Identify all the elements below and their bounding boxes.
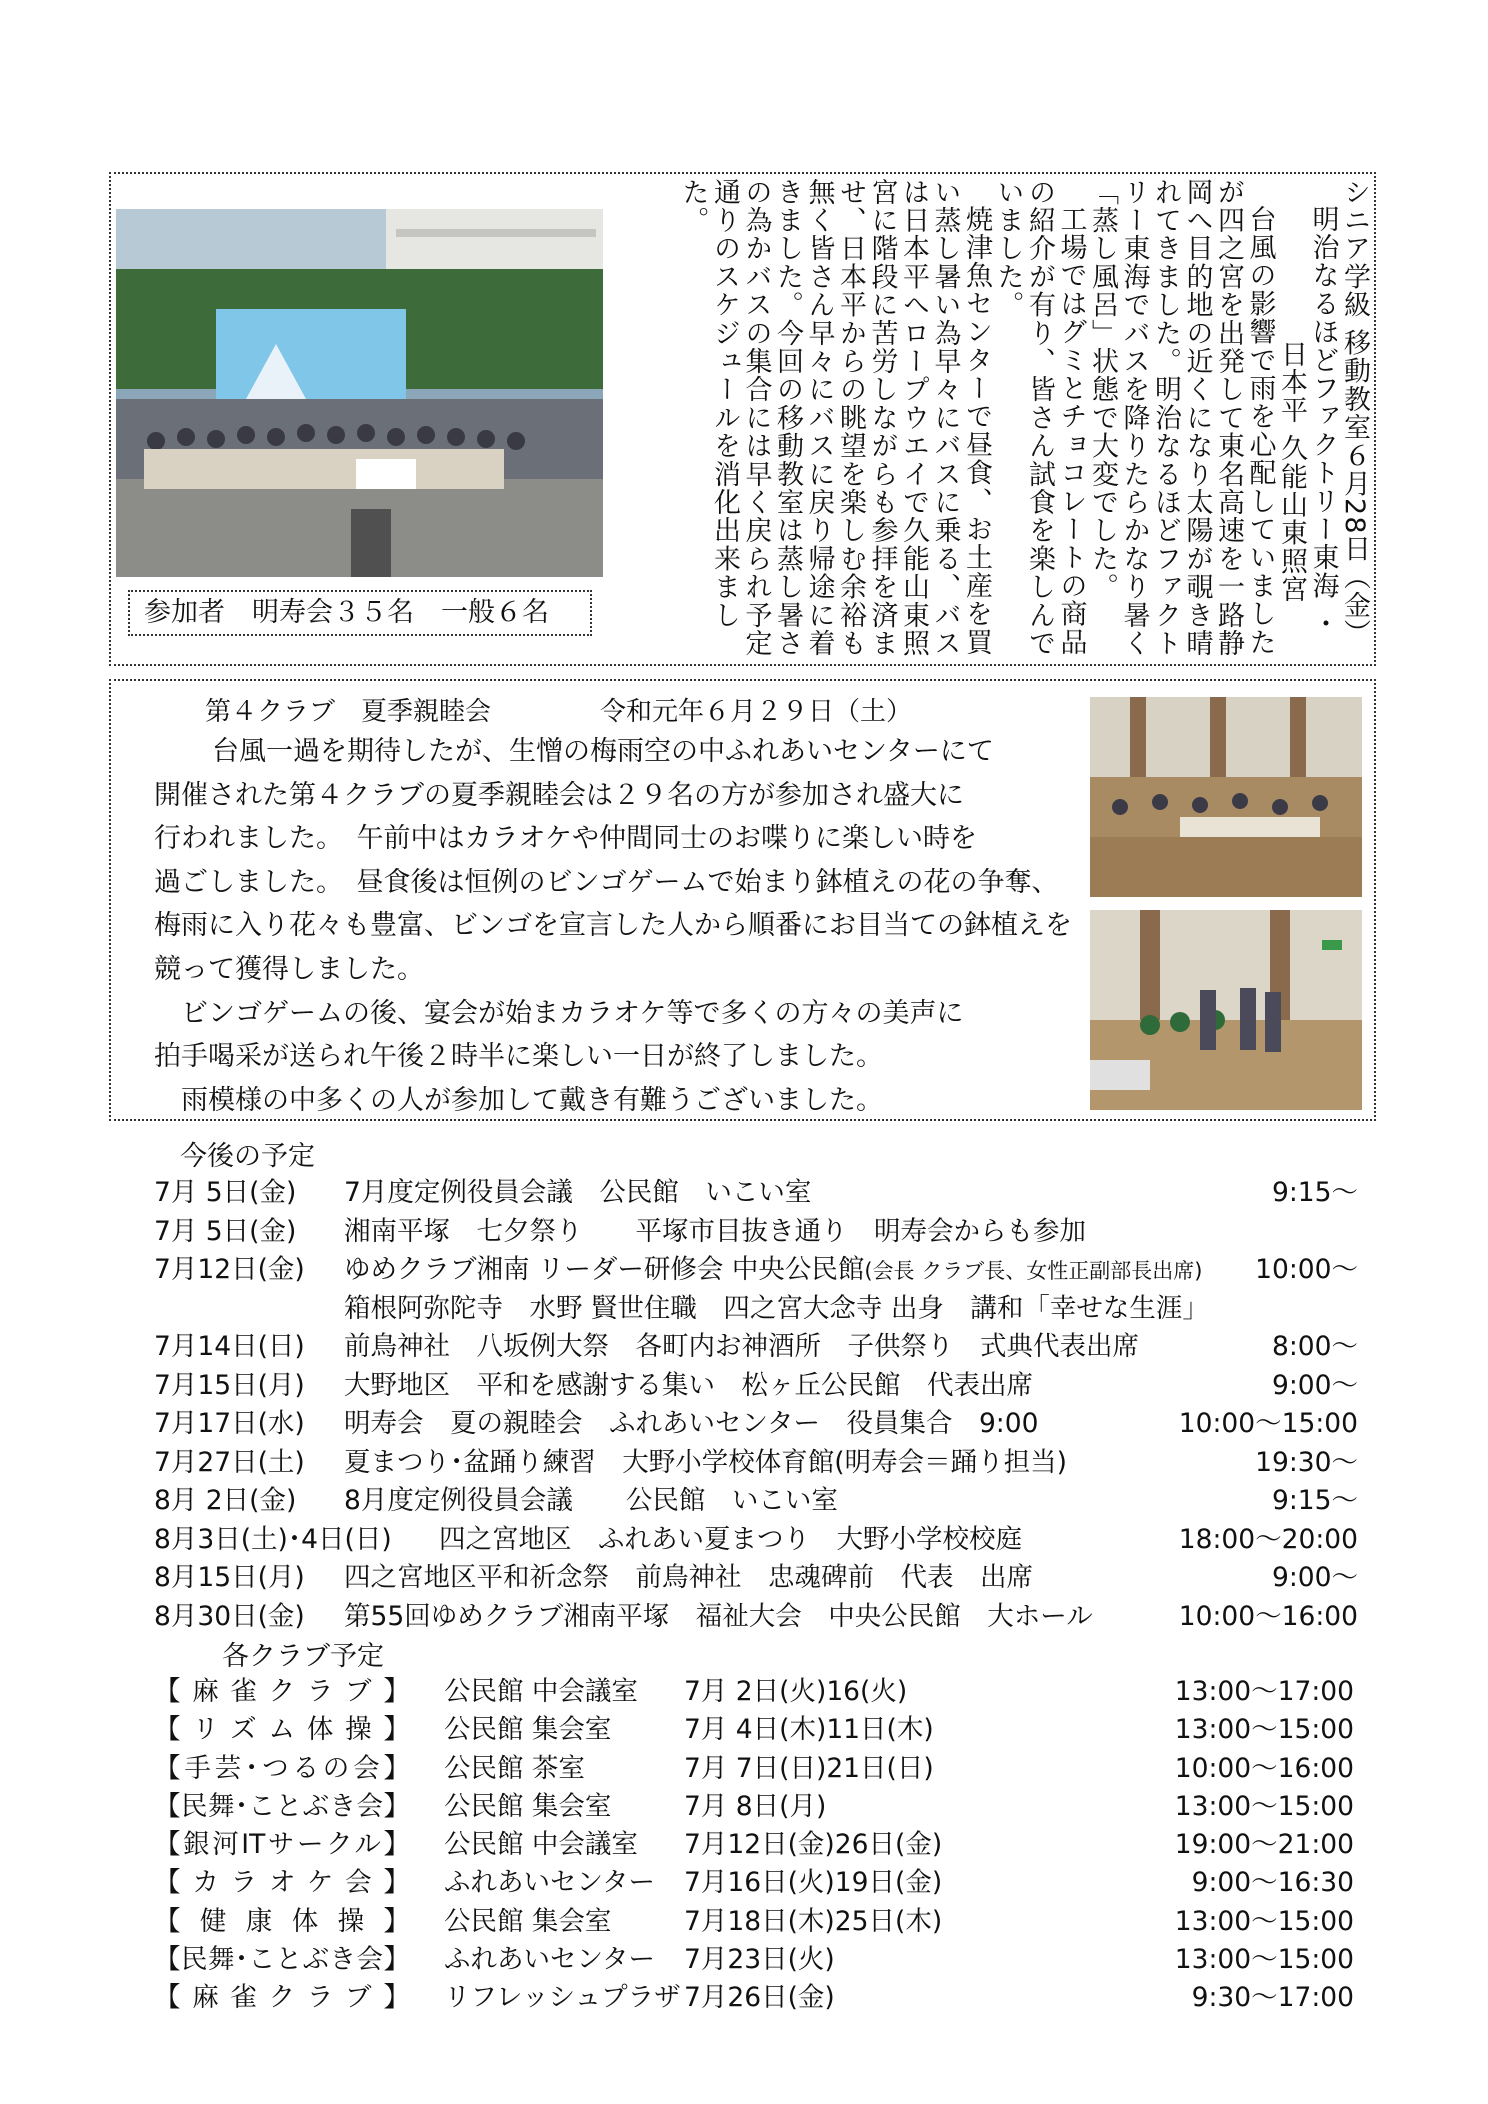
club-name: 【リズム体操】 bbox=[154, 1714, 410, 1746]
schedule-date: 8月15日(月) bbox=[154, 1562, 305, 1593]
club4-line: 雨模様の中多くの人が参加して戴き有難うございました。 bbox=[154, 1084, 883, 1116]
club-row bbox=[154, 1941, 1354, 1979]
party-photo-2 bbox=[1090, 910, 1362, 1110]
schedule-date: 8月 2日(金) bbox=[154, 1485, 297, 1516]
club-time: 9:00～16:30 bbox=[1191, 1867, 1354, 1899]
club-date: 7月 2日(火)16(火) bbox=[684, 1676, 908, 1707]
clubs-title: 各クラブ予定 bbox=[222, 1641, 384, 1672]
club-place: 公民館 集会室 bbox=[444, 1714, 612, 1746]
club4-line: 台風一過を期待したが、生憎の梅雨空の中ふれあいセンターにて bbox=[212, 736, 994, 767]
schedule-event-main: ゆめクラブ湘南 リーダー研修会 中央公民館 bbox=[344, 1254, 865, 1285]
club-date: 7月26日(金) bbox=[684, 1982, 835, 2014]
club-time: 9:30～17:00 bbox=[1191, 1982, 1354, 2014]
participants-caption: 参加者 明寿会３５名 一般６名 bbox=[128, 590, 592, 636]
article-subtitle: 明治なるほどファクトリー東海 ・ bbox=[1307, 205, 1339, 638]
schedule-row bbox=[154, 1251, 1358, 1290]
club-date: 7月12日(金)26日(金) bbox=[684, 1829, 943, 1861]
club-time: 13:00～15:00 bbox=[1174, 1944, 1354, 1976]
club-date: 7月23日(火) bbox=[684, 1944, 835, 1976]
schedule-row bbox=[154, 1290, 1354, 1329]
club4-title: 第４クラブ 夏季親睦会 bbox=[205, 697, 492, 727]
schedule-row bbox=[154, 1598, 1358, 1637]
schedule-time: 18:00～20:00 bbox=[1178, 1523, 1358, 1555]
schedule-time: 9:00～ bbox=[1271, 1369, 1358, 1401]
schedule-list bbox=[154, 1174, 1358, 1636]
schedule-event: 夏まつり･盆踊り練習 大野小学校体育館(明寿会＝踊り担当) bbox=[344, 1446, 1067, 1478]
club-name: 【民舞･ことぶき会】 bbox=[154, 1944, 410, 1976]
club-place: 公民館 中会議室 bbox=[444, 1829, 638, 1861]
schedule-time: 9:00～ bbox=[1271, 1562, 1358, 1593]
schedule-row bbox=[154, 1367, 1358, 1406]
schedule-row bbox=[154, 1444, 1358, 1483]
schedule-date: 8月30日(金) bbox=[154, 1600, 305, 1632]
schedule-row bbox=[154, 1213, 1354, 1252]
club-time: 13:00～15:00 bbox=[1174, 1714, 1354, 1746]
club4-line: 梅雨に入り花々も豊富、ビンゴを宣言した人から順番にお目当ての鉢植えを bbox=[154, 910, 1072, 942]
schedule-row bbox=[154, 1559, 1358, 1598]
club4-line: 行われました。 午前中はカラオケや仲間同士のお喋りに楽しい時を bbox=[154, 823, 977, 855]
schedule-date: 7月15日(月) bbox=[154, 1369, 305, 1401]
schedule-date: 7月 5日(金) bbox=[154, 1177, 297, 1208]
club-place: 公民館 中会議室 bbox=[444, 1676, 638, 1707]
schedule-date: 7月17日(水) bbox=[154, 1408, 305, 1439]
club-row bbox=[154, 1979, 1354, 2017]
club-date: 7月 7日(日)21日(日) bbox=[684, 1752, 934, 1784]
club-name: 【手芸･つるの会】 bbox=[154, 1752, 410, 1784]
senior-class-article bbox=[600, 178, 1370, 660]
club-name: 【銀河ITサークル】 bbox=[154, 1829, 410, 1861]
schedule-event: 大野地区 平和を感謝する集い 松ヶ丘公民館 代表出席 bbox=[344, 1369, 1033, 1401]
article-paragraph: 焼津魚センターで昼食、お土産を買い蒸し暑い為早々にバスに乗る、バスは日本平へロープウエイで久能山東照宮に階段に苦労しながらも参拝を済ませ、日本平からの眺望を楽しむ余裕も無く皆さん早々にバスに戻り帰途に着きました。今回の移動教室は蒸し暑さの為かバスの集合には早く戻られ予定通りのスケジュールを消化出来ました。 bbox=[677, 178, 992, 658]
club-place: ふれあいセンター bbox=[444, 1944, 655, 1976]
schedule-title: 今後の予定 bbox=[180, 1141, 315, 1172]
club4-header bbox=[205, 691, 913, 728]
club-date: 7月18日(木)25日(木) bbox=[684, 1905, 943, 1937]
schedule-time: 10:00～16:00 bbox=[1178, 1600, 1358, 1632]
club-place: リフレッシュプラザ bbox=[444, 1982, 681, 2014]
schedule-event: 明寿会 夏の親睦会 ふれあいセンター 役員集合 9:00 bbox=[344, 1408, 1039, 1439]
club-time: 19:00～21:00 bbox=[1174, 1829, 1354, 1861]
club-name: 【カラオケ会】 bbox=[154, 1867, 410, 1899]
club-place: 公民館 茶室 bbox=[444, 1752, 585, 1784]
club-date: 7月 8日(月) bbox=[684, 1790, 827, 1822]
group-photo bbox=[116, 209, 603, 577]
schedule-date: 7月 5日(金) bbox=[154, 1215, 297, 1247]
article-title: シニア学級 移動教室６月28日（金） bbox=[1339, 178, 1370, 648]
party-photo-1 bbox=[1090, 697, 1362, 897]
club-row bbox=[154, 1750, 1354, 1788]
schedule-time: 19:30～ bbox=[1255, 1446, 1358, 1478]
clubs-list bbox=[154, 1673, 1354, 2018]
schedule-event: 湘南平塚 七夕祭り 平塚市目抜き通り 明寿会からも参加 bbox=[344, 1215, 1086, 1247]
club-time: 13:00～15:00 bbox=[1174, 1790, 1354, 1822]
club-date: 7月16日(火)19日(金) bbox=[684, 1867, 943, 1899]
schedule-date: 7月27日(土) bbox=[154, 1446, 305, 1478]
article-paragraph: 工場ではグミとチョコレートの商品の紹介が有り、皆さん試食を楽しんでいました。 bbox=[992, 178, 1087, 658]
schedule-event: 四之宮地区 ふれあい夏まつり 大野小学校校庭 bbox=[439, 1523, 1022, 1555]
schedule-row bbox=[154, 1174, 1358, 1213]
club4-date: 令和元年６月２９日（土） bbox=[600, 697, 913, 727]
schedule-date: 8月3日(土)･4日(日) bbox=[154, 1523, 392, 1555]
club4-line: 過ごしました。 昼食後は恒例のビンゴゲームで始まり鉢植えの花の争奪、 bbox=[154, 866, 1059, 898]
club-place: 公民館 集会室 bbox=[444, 1905, 612, 1937]
schedule-time: 9:15～ bbox=[1271, 1485, 1358, 1516]
club-place: 公民館 集会室 bbox=[444, 1790, 612, 1822]
club-name: 【麻雀クラブ】 bbox=[154, 1676, 410, 1707]
article-location: 日本平 久能山東照宮 bbox=[1276, 340, 1307, 604]
schedule-event: 箱根阿弥陀寺 水野 賢世住職 四之宮大念寺 出身 講和「幸せな生涯」 bbox=[344, 1292, 1209, 1324]
schedule-row bbox=[154, 1482, 1358, 1521]
schedule-event-note: (会長 クラブ長、女性正副部長出席) bbox=[864, 1259, 1203, 1283]
schedule-time: 8:00～ bbox=[1271, 1331, 1358, 1362]
club-time: 13:00～17:00 bbox=[1174, 1676, 1354, 1707]
schedule-row bbox=[154, 1405, 1358, 1444]
schedule-event: 7月度定例役員会議 公民館 いこい室 bbox=[344, 1177, 812, 1208]
club-name: 【民舞･ことぶき会】 bbox=[154, 1790, 410, 1822]
club-place: ふれあいセンター bbox=[444, 1867, 655, 1899]
schedule-event: 四之宮地区平和祈念祭 前鳥神社 忠魂碑前 代表 出席 bbox=[344, 1562, 1033, 1593]
schedule-date: 7月14日(日) bbox=[154, 1331, 305, 1362]
club-date: 7月 4日(木)11日(木) bbox=[684, 1714, 934, 1746]
schedule-event bbox=[344, 1251, 1202, 1291]
club-row bbox=[154, 1826, 1354, 1864]
club-row bbox=[154, 1788, 1354, 1826]
club-row bbox=[154, 1903, 1354, 1941]
club4-line: ビンゴゲームの後、宴会が始まカラオケ等で多くの方々の美声に bbox=[154, 997, 964, 1029]
schedule-event: 8月度定例役員会議 公民館 いこい室 bbox=[344, 1485, 838, 1516]
club4-body bbox=[154, 730, 1084, 1122]
schedule-event: 第55回ゆめクラブ湘南平塚 福祉大会 中央公民館 大ホール bbox=[344, 1600, 1093, 1632]
club4-line: 拍手喝采が送られ午後２時半に楽しい一日が終了しました。 bbox=[154, 1041, 883, 1073]
schedule-row bbox=[154, 1328, 1358, 1367]
club-row bbox=[154, 1864, 1354, 1902]
schedule-row bbox=[154, 1521, 1358, 1560]
schedule-event: 前鳥神社 八坂例大祭 各町内お神酒所 子供祭り 式典代表出席 bbox=[344, 1331, 1139, 1362]
club4-line: 競って獲得しました。 bbox=[154, 953, 424, 985]
club-name: 【麻雀クラブ】 bbox=[154, 1982, 410, 2014]
schedule-time: 9:15～ bbox=[1271, 1177, 1358, 1208]
club-row bbox=[154, 1711, 1354, 1749]
club-name: 【健康体操】 bbox=[154, 1905, 410, 1937]
schedule-time: 10:00～15:00 bbox=[1178, 1408, 1358, 1439]
schedule-date: 7月12日(金) bbox=[154, 1254, 305, 1285]
article-paragraph: 台風の影響で雨を心配していましたが四之宮を出発して東名高速を一路静岡へ目的地の近くになり太陽が覗き晴れてきました。明治なるほどファクトリー東海でバスを降りたらかなり暑く「蒸し風呂」状態で大変でした。 bbox=[1087, 178, 1276, 658]
club-row bbox=[154, 1673, 1354, 1711]
club-time: 10:00～16:00 bbox=[1174, 1752, 1354, 1784]
club-time: 13:00～15:00 bbox=[1174, 1905, 1354, 1937]
club4-line: 開催された第４クラブの夏季親睦会は２９名の方が参加され盛大に bbox=[154, 779, 964, 811]
schedule-time: 10:00～ bbox=[1255, 1254, 1358, 1285]
